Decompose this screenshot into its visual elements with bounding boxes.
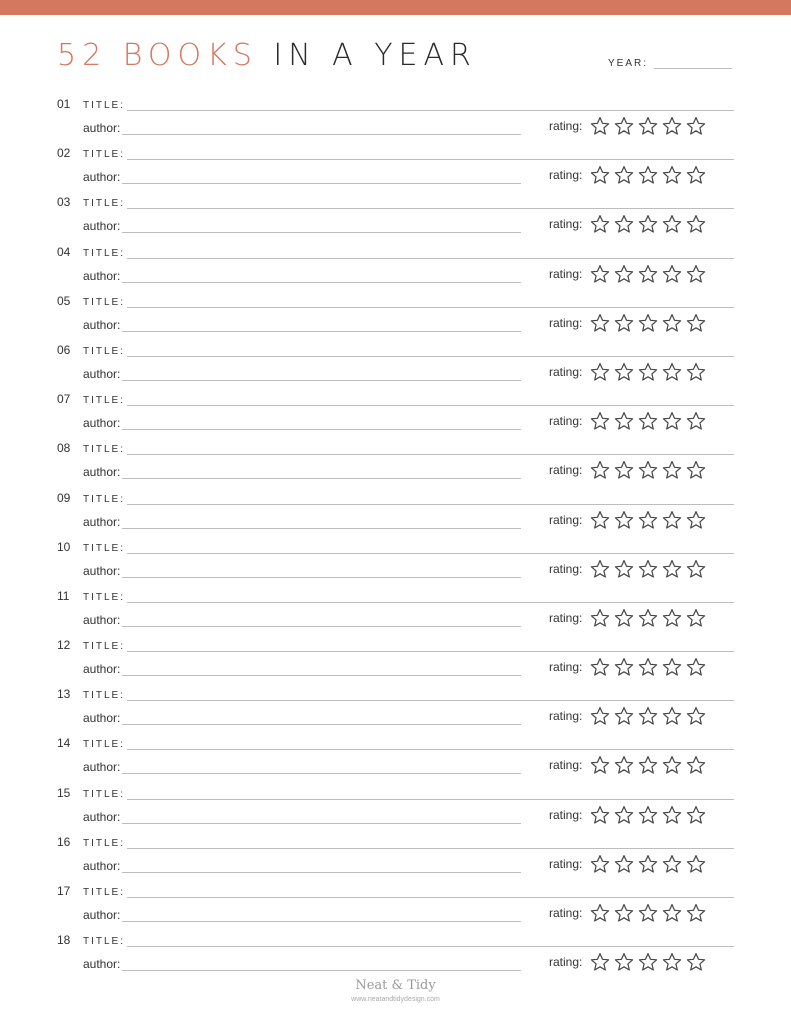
star-outline-icon[interactable] xyxy=(662,805,682,825)
star-outline-icon[interactable] xyxy=(662,165,682,185)
entry-number: 17 xyxy=(57,884,71,898)
star-outline-icon[interactable] xyxy=(614,510,634,530)
star-outline-icon[interactable] xyxy=(638,805,658,825)
star-outline-icon[interactable] xyxy=(590,264,610,284)
star-outline-icon[interactable] xyxy=(686,313,706,333)
star-outline-icon[interactable] xyxy=(590,362,610,382)
title-label: TITLE: xyxy=(83,296,126,308)
author-label: author: xyxy=(83,170,121,185)
author-row xyxy=(83,662,521,676)
title-row xyxy=(57,146,734,160)
year-field[interactable] xyxy=(608,58,732,69)
title-input-line[interactable] xyxy=(127,394,734,406)
title-row xyxy=(57,540,734,554)
entry-number: 11 xyxy=(57,588,70,603)
title-label: TITLE: xyxy=(83,837,126,849)
star-outline-icon[interactable] xyxy=(614,559,634,579)
rating-group xyxy=(549,214,710,234)
star-outline-icon[interactable] xyxy=(638,559,658,579)
author-input-line[interactable] xyxy=(122,565,521,578)
author-input-line[interactable] xyxy=(122,368,521,381)
top-accent-bar xyxy=(0,0,791,15)
star-outline-icon[interactable] xyxy=(686,903,706,923)
rating-label: rating: xyxy=(549,758,583,773)
star-outline-icon[interactable] xyxy=(614,411,634,431)
author-row xyxy=(83,318,521,332)
title-row xyxy=(57,441,734,455)
author-input-line[interactable] xyxy=(122,663,521,676)
star-outline-icon[interactable] xyxy=(686,559,706,579)
star-outline-icon[interactable] xyxy=(590,608,610,628)
book-entry xyxy=(0,635,791,684)
title-row xyxy=(57,245,734,259)
rating-group xyxy=(549,706,710,726)
author-input-line[interactable] xyxy=(122,712,521,725)
rating-group xyxy=(549,313,710,333)
title-row xyxy=(57,392,734,406)
star-outline-icon[interactable] xyxy=(662,559,682,579)
book-entry xyxy=(0,488,791,537)
star-outline-icon[interactable] xyxy=(638,165,658,185)
star-outline-icon[interactable] xyxy=(638,411,658,431)
star-outline-icon[interactable] xyxy=(638,903,658,923)
star-outline-icon[interactable] xyxy=(614,854,634,874)
star-outline-icon[interactable] xyxy=(590,313,610,333)
title-accent-word: BOOKS xyxy=(122,38,258,73)
title-input-line[interactable] xyxy=(127,640,734,652)
star-outline-icon[interactable] xyxy=(638,755,658,775)
author-row xyxy=(83,711,521,725)
author-label: author: xyxy=(83,268,121,283)
title-row xyxy=(57,736,734,750)
star-outline-icon[interactable] xyxy=(638,264,658,284)
rating-label: rating: xyxy=(549,119,583,133)
star-outline-icon[interactable] xyxy=(614,214,634,234)
title-input-line[interactable] xyxy=(127,837,734,849)
title-label: TITLE: xyxy=(83,247,126,259)
rating-group xyxy=(549,903,710,923)
star-outline-icon[interactable] xyxy=(662,510,682,530)
rating-group xyxy=(549,805,710,825)
book-entry xyxy=(0,537,791,586)
title-row xyxy=(57,687,734,701)
author-label: author: xyxy=(83,514,121,529)
entry-number: 15 xyxy=(57,785,71,800)
star-outline-icon[interactable] xyxy=(662,903,682,923)
author-input-line[interactable] xyxy=(122,417,521,430)
star-outline-icon[interactable] xyxy=(662,313,682,333)
entry-number: 13 xyxy=(57,687,71,702)
entry-number: 05 xyxy=(57,293,71,308)
title-input-line[interactable] xyxy=(127,443,734,455)
author-row xyxy=(83,859,521,873)
footer-brand: Neat & Tidy xyxy=(355,978,436,993)
title-label: TITLE: xyxy=(83,936,126,948)
star-outline-icon[interactable] xyxy=(590,952,610,972)
author-row xyxy=(83,810,521,824)
rating-label: rating: xyxy=(549,906,583,920)
star-outline-icon[interactable] xyxy=(662,411,682,431)
star-outline-icon[interactable] xyxy=(590,559,610,579)
author-input-line[interactable] xyxy=(122,171,521,184)
title-number: 52 xyxy=(57,38,108,73)
author-input-line[interactable] xyxy=(122,860,521,873)
author-row xyxy=(83,269,521,283)
book-entry xyxy=(0,930,791,979)
rating-label: rating: xyxy=(549,955,583,970)
rating-label: rating: xyxy=(549,463,583,478)
rating-label: rating: xyxy=(549,512,583,527)
entry-number: 03 xyxy=(57,195,71,210)
title-label: TITLE: xyxy=(83,395,126,407)
rating-label: rating: xyxy=(549,315,583,330)
star-outline-icon[interactable] xyxy=(614,460,634,480)
book-entry xyxy=(0,438,791,487)
star-outline-icon[interactable] xyxy=(614,313,634,333)
entry-number: 12 xyxy=(57,638,71,653)
author-label: author: xyxy=(83,121,121,135)
star-outline-icon[interactable] xyxy=(638,854,658,874)
author-label: author: xyxy=(83,858,121,873)
rating-label: rating: xyxy=(549,856,583,871)
rating-label: rating: xyxy=(549,561,583,576)
title-input-line[interactable] xyxy=(127,493,734,505)
book-list xyxy=(0,94,791,979)
star-outline-icon[interactable] xyxy=(638,116,658,136)
book-entry xyxy=(0,242,791,291)
star-outline-icon[interactable] xyxy=(686,854,706,874)
star-outline-icon[interactable] xyxy=(614,755,634,775)
star-outline-icon[interactable] xyxy=(638,657,658,677)
star-outline-icon[interactable] xyxy=(590,510,610,530)
rating-label: rating: xyxy=(549,266,583,281)
star-outline-icon[interactable] xyxy=(638,706,658,726)
star-outline-icon[interactable] xyxy=(686,952,706,972)
title-input-line[interactable] xyxy=(127,345,734,357)
rating-label: rating: xyxy=(549,610,583,625)
author-label: author: xyxy=(83,760,121,775)
author-row xyxy=(83,465,521,479)
star-outline-icon[interactable] xyxy=(614,903,634,923)
author-row xyxy=(83,957,521,971)
star-outline-icon[interactable] xyxy=(686,165,706,185)
star-outline-icon[interactable] xyxy=(686,214,706,234)
book-entry xyxy=(0,389,791,438)
title-input-line[interactable] xyxy=(127,788,734,800)
book-entry xyxy=(0,340,791,389)
author-row xyxy=(83,170,521,184)
book-entry xyxy=(0,94,791,143)
star-outline-icon[interactable] xyxy=(590,460,610,480)
title-label: TITLE: xyxy=(83,788,126,800)
author-row xyxy=(83,613,521,627)
star-outline-icon[interactable] xyxy=(614,264,634,284)
title-row xyxy=(57,589,734,603)
book-entry xyxy=(0,586,791,635)
star-outline-icon[interactable] xyxy=(614,952,634,972)
star-outline-icon[interactable] xyxy=(638,460,658,480)
author-label: author: xyxy=(83,662,121,677)
title-label: TITLE: xyxy=(83,149,126,161)
author-row xyxy=(83,416,521,430)
star-outline-icon[interactable] xyxy=(638,952,658,972)
rating-group xyxy=(549,854,710,874)
author-label: author: xyxy=(83,809,121,824)
star-outline-icon[interactable] xyxy=(614,116,634,136)
author-label: author: xyxy=(83,317,121,332)
title-row xyxy=(57,195,734,209)
star-outline-icon[interactable] xyxy=(662,952,682,972)
star-outline-icon[interactable] xyxy=(590,805,610,825)
rating-group xyxy=(549,559,710,579)
star-outline-icon[interactable] xyxy=(638,313,658,333)
author-label: author: xyxy=(83,416,121,431)
star-outline-icon[interactable] xyxy=(686,116,706,136)
rating-group xyxy=(549,755,710,775)
title-input-line[interactable] xyxy=(127,591,734,603)
title-input-line[interactable] xyxy=(127,296,734,308)
rating-label: rating: xyxy=(549,414,583,429)
author-input-line[interactable] xyxy=(122,319,521,332)
title-row xyxy=(57,491,734,505)
book-entry xyxy=(0,733,791,782)
book-entry xyxy=(0,684,791,733)
author-input-line[interactable] xyxy=(122,466,521,479)
title-label: TITLE: xyxy=(83,641,126,653)
author-input-line[interactable] xyxy=(122,220,521,233)
entry-number: 16 xyxy=(57,834,71,849)
book-entry xyxy=(0,143,791,192)
title-input-line[interactable] xyxy=(127,148,734,160)
author-label: author: xyxy=(83,908,121,922)
title-row xyxy=(57,786,734,800)
entry-number: 07 xyxy=(57,392,71,407)
rating-group xyxy=(549,362,710,382)
title-row xyxy=(57,343,734,357)
star-outline-icon[interactable] xyxy=(662,214,682,234)
entry-number: 10 xyxy=(57,539,71,554)
rating-label: rating: xyxy=(549,807,583,822)
star-outline-icon[interactable] xyxy=(590,116,610,136)
title-input-line[interactable] xyxy=(127,99,734,111)
star-outline-icon[interactable] xyxy=(590,165,610,185)
star-outline-icon[interactable] xyxy=(662,362,682,382)
title-label: TITLE: xyxy=(83,493,126,505)
rating-group xyxy=(549,264,710,284)
title-label: TITLE: xyxy=(83,542,126,554)
entry-number: 18 xyxy=(57,933,71,948)
star-outline-icon[interactable] xyxy=(590,706,610,726)
star-outline-icon[interactable] xyxy=(614,706,634,726)
star-outline-icon[interactable] xyxy=(662,706,682,726)
star-outline-icon[interactable] xyxy=(590,755,610,775)
author-label: author: xyxy=(83,219,121,234)
title-input-line[interactable] xyxy=(127,886,734,898)
star-outline-icon[interactable] xyxy=(590,657,610,677)
star-outline-icon[interactable] xyxy=(686,706,706,726)
author-row xyxy=(83,908,521,922)
star-outline-icon[interactable] xyxy=(614,362,634,382)
star-outline-icon[interactable] xyxy=(662,608,682,628)
title-input-line[interactable] xyxy=(127,689,734,701)
entry-number: 04 xyxy=(57,244,71,259)
author-label: author: xyxy=(83,957,121,972)
title-rest: IN A YEAR xyxy=(273,38,477,73)
author-row xyxy=(83,219,521,233)
rating-label: rating: xyxy=(549,217,583,232)
star-outline-icon[interactable] xyxy=(662,755,682,775)
title-label: TITLE: xyxy=(83,887,126,898)
entry-number: 06 xyxy=(57,342,71,357)
star-outline-icon[interactable] xyxy=(590,903,610,923)
book-entry xyxy=(0,192,791,241)
title-label: TITLE: xyxy=(83,345,126,357)
author-label: author: xyxy=(83,465,121,480)
author-input-line[interactable] xyxy=(122,761,521,774)
page-title xyxy=(57,38,477,73)
rating-group xyxy=(549,165,710,185)
star-outline-icon[interactable] xyxy=(614,657,634,677)
title-label: TITLE: xyxy=(83,444,126,456)
title-label: TITLE: xyxy=(83,690,126,702)
star-outline-icon[interactable] xyxy=(638,510,658,530)
entry-number: 08 xyxy=(57,441,71,456)
rating-group xyxy=(549,657,710,677)
star-outline-icon[interactable] xyxy=(590,214,610,234)
star-outline-icon[interactable] xyxy=(638,214,658,234)
title-row xyxy=(57,933,734,947)
author-row xyxy=(83,564,521,578)
year-input-line[interactable] xyxy=(654,58,732,69)
title-row xyxy=(57,294,734,308)
star-outline-icon[interactable] xyxy=(686,510,706,530)
author-input-line[interactable] xyxy=(122,270,521,283)
star-outline-icon[interactable] xyxy=(662,854,682,874)
author-row xyxy=(83,760,521,774)
star-outline-icon[interactable] xyxy=(686,460,706,480)
star-outline-icon[interactable] xyxy=(686,264,706,284)
star-outline-icon[interactable] xyxy=(686,362,706,382)
title-label: TITLE: xyxy=(83,739,126,751)
rating-group xyxy=(549,510,710,530)
rating-group xyxy=(549,608,710,628)
rating-label: rating: xyxy=(549,168,583,183)
book-entry xyxy=(0,783,791,832)
rating-label: rating: xyxy=(549,709,583,724)
title-row xyxy=(57,97,734,111)
title-row xyxy=(57,638,734,652)
star-outline-icon[interactable] xyxy=(686,805,706,825)
star-outline-icon[interactable] xyxy=(686,657,706,677)
star-outline-icon[interactable] xyxy=(686,411,706,431)
author-input-line[interactable] xyxy=(122,516,521,529)
entry-number: 14 xyxy=(57,736,71,751)
rating-group xyxy=(549,411,710,431)
title-label: TITLE: xyxy=(83,591,126,603)
author-input-line[interactable] xyxy=(122,122,521,135)
author-row xyxy=(83,367,521,381)
title-input-line[interactable] xyxy=(127,935,734,947)
year-label: YEAR: xyxy=(608,58,649,69)
title-input-line[interactable] xyxy=(127,738,734,750)
star-outline-icon[interactable] xyxy=(614,608,634,628)
author-label: author: xyxy=(83,612,121,627)
footer-url: www.neatandtidydesign.com xyxy=(351,996,440,1003)
rating-label: rating: xyxy=(549,660,583,675)
rating-group xyxy=(549,952,710,972)
star-outline-icon[interactable] xyxy=(638,608,658,628)
book-entry xyxy=(0,832,791,881)
rating-group xyxy=(549,460,710,480)
title-label: TITLE: xyxy=(83,100,126,111)
star-outline-icon[interactable] xyxy=(686,755,706,775)
star-outline-icon[interactable] xyxy=(614,805,634,825)
book-entry xyxy=(0,881,791,930)
star-outline-icon[interactable] xyxy=(638,362,658,382)
title-label: TITLE: xyxy=(83,198,126,210)
author-input-line[interactable] xyxy=(122,811,521,824)
author-row xyxy=(83,121,521,135)
rating-label: rating: xyxy=(549,364,583,379)
author-input-line[interactable] xyxy=(122,958,521,971)
title-row xyxy=(57,835,734,849)
star-outline-icon[interactable] xyxy=(662,264,682,284)
star-outline-icon[interactable] xyxy=(590,411,610,431)
author-label: author: xyxy=(83,563,121,578)
rating-group xyxy=(549,116,710,136)
star-outline-icon[interactable] xyxy=(614,165,634,185)
author-input-line[interactable] xyxy=(122,909,521,922)
author-label: author: xyxy=(83,711,121,726)
book-entry xyxy=(0,291,791,340)
star-outline-icon[interactable] xyxy=(662,657,682,677)
star-outline-icon[interactable] xyxy=(662,116,682,136)
star-outline-icon[interactable] xyxy=(662,460,682,480)
title-row xyxy=(57,884,734,898)
author-input-line[interactable] xyxy=(122,614,521,627)
title-input-line[interactable] xyxy=(127,247,734,259)
entry-number: 01 xyxy=(57,97,71,111)
title-input-line[interactable] xyxy=(127,197,734,209)
author-label: author: xyxy=(83,366,121,381)
star-outline-icon[interactable] xyxy=(590,854,610,874)
star-outline-icon[interactable] xyxy=(686,608,706,628)
entry-number: 09 xyxy=(57,490,71,505)
author-row xyxy=(83,515,521,529)
entry-number: 02 xyxy=(57,146,71,161)
title-input-line[interactable] xyxy=(127,542,734,554)
